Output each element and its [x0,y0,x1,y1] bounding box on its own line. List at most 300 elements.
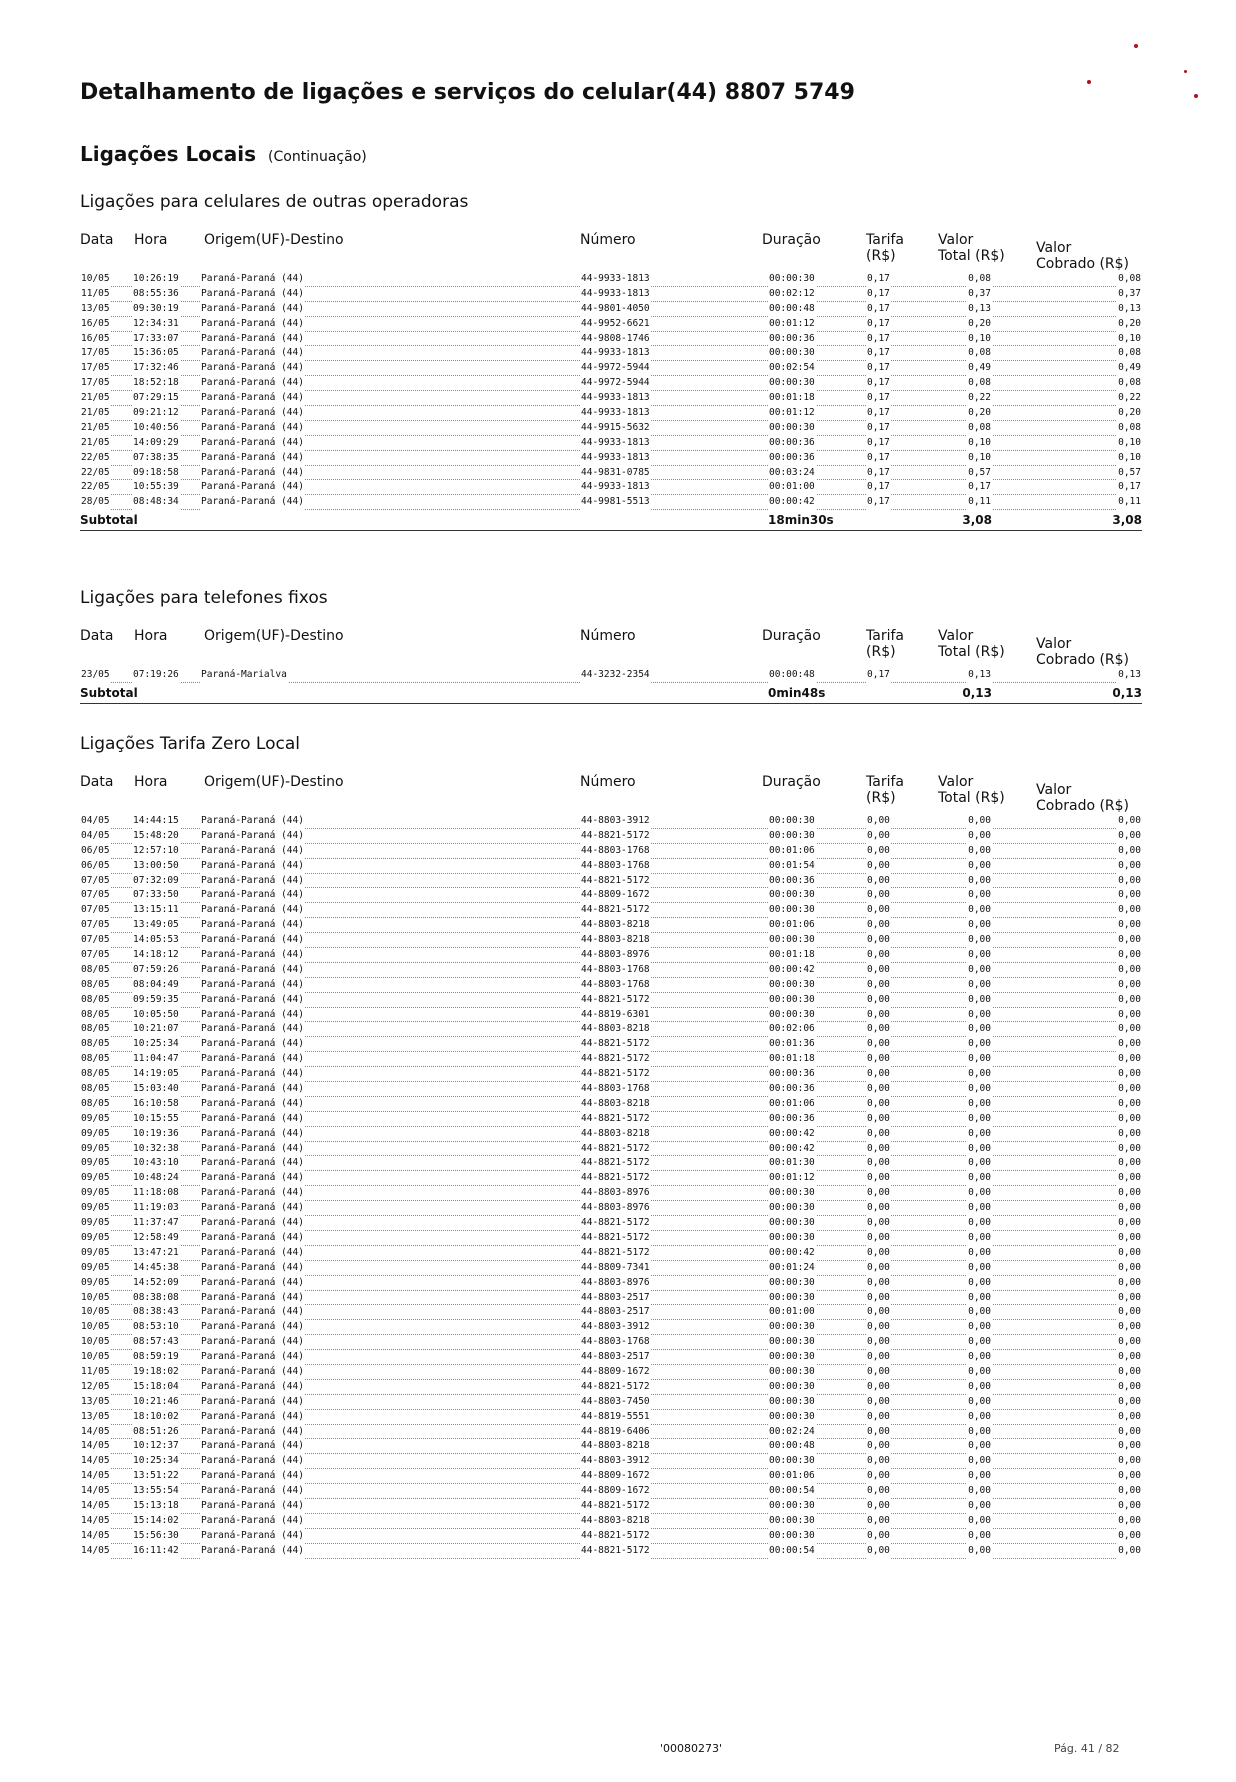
cell-valor-cobrado: 0,08 [1117,421,1142,436]
cell-hora: 16:11:42 [132,1544,180,1559]
cell-origem: Paraná-Paraná (44) [200,1469,305,1484]
table-row [80,287,1142,302]
cell-valor-cobrado: 0,00 [1117,1350,1142,1365]
header-valor-cobrado [1036,782,1129,814]
table-row [80,1439,1142,1454]
cell-valor-cobrado: 0,00 [1117,859,1142,874]
cell-duracao: 00:00:30 [768,814,816,829]
cell-duracao: 00:00:48 [768,668,816,683]
cell-hora: 10:55:39 [132,480,180,495]
cell-valor-cobrado: 0,00 [1117,963,1142,978]
cell-tarifa: 0,00 [866,978,891,993]
cell-tarifa: 0,00 [866,859,891,874]
cell-hora: 10:25:34 [132,1037,180,1052]
cell-numero: 44-8821-5172 [580,1231,651,1246]
cell-origem: Paraná-Paraná (44) [200,1127,305,1142]
header-valor-total [938,628,1005,660]
cell-duracao: 00:01:18 [768,1052,816,1067]
cell-valor-cobrado: 0,00 [1117,1008,1142,1023]
cell-hora: 14:45:38 [132,1261,180,1276]
cell-numero: 44-9933-1813 [580,480,651,495]
cell-origem: Paraná-Paraná (44) [200,814,305,829]
cell-data: 08/05 [80,1082,111,1097]
cell-tarifa: 0,00 [866,1529,891,1544]
cell-valor-cobrado: 0,00 [1117,1171,1142,1186]
table-row [80,1291,1142,1306]
table-row [80,1380,1142,1395]
cell-origem: Paraná-Paraná (44) [200,1410,305,1425]
cell-hora: 08:04:49 [132,978,180,993]
table-row [80,1022,1142,1037]
cell-data: 16/05 [80,332,111,347]
table-row [80,1365,1142,1380]
cell-numero: 44-8821-5172 [580,903,651,918]
cell-tarifa: 0,00 [866,948,891,963]
cell-duracao: 00:01:06 [768,918,816,933]
cell-duracao: 00:00:30 [768,376,816,391]
cell-valor-total: 0,20 [967,317,992,332]
cell-hora: 08:51:26 [132,1425,180,1440]
cell-data: 22/05 [80,480,111,495]
cell-numero: 44-8803-8218 [580,1127,651,1142]
cell-data: 09/05 [80,1201,111,1216]
cell-numero: 44-8821-5172 [580,1246,651,1261]
cell-valor-cobrado: 0,00 [1117,1499,1142,1514]
cell-valor-cobrado: 0,00 [1117,814,1142,829]
cell-hora: 14:18:12 [132,948,180,963]
cell-numero: 44-8803-3912 [580,1454,651,1469]
cell-valor-cobrado: 0,13 [1117,668,1142,683]
section-title [80,142,367,166]
cell-valor-cobrado: 0,00 [1117,1439,1142,1454]
header-valor-total [938,774,1005,806]
cell-valor-total: 0,00 [967,1365,992,1380]
cell-numero: 44-9972-5944 [580,376,651,391]
cell-valor-total: 0,00 [967,1291,992,1306]
subtotal-valor-cobrado: 3,08 [1112,513,1142,528]
group-title: Ligações Tarifa Zero Local [80,734,300,754]
cell-valor-cobrado: 0,00 [1117,1365,1142,1380]
cell-valor-total: 0,00 [967,1067,992,1082]
continuation-label: (Continuação) [268,149,367,165]
cell-data: 17/05 [80,346,111,361]
cell-duracao: 00:00:30 [768,978,816,993]
cell-origem: Paraná-Paraná (44) [200,859,305,874]
cell-origem: Paraná-Paraná (44) [200,948,305,963]
cell-valor-cobrado: 0,00 [1117,1335,1142,1350]
cell-numero: 44-8821-5172 [580,993,651,1008]
cell-numero: 44-8803-1768 [580,963,651,978]
cell-numero: 44-8803-1768 [580,1082,651,1097]
cell-hora: 10:32:38 [132,1142,180,1157]
cell-origem: Paraná-Paraná (44) [200,361,305,376]
cell-tarifa: 0,00 [866,993,891,1008]
cell-valor-cobrado: 0,00 [1117,993,1142,1008]
cell-numero: 44-8819-5551 [580,1410,651,1425]
cell-valor-cobrado: 0,00 [1117,1484,1142,1499]
cell-valor-cobrado: 0,00 [1117,1529,1142,1544]
cell-duracao: 00:00:42 [768,1142,816,1157]
cell-origem: Paraná-Paraná (44) [200,1529,305,1544]
cell-origem: Paraná-Paraná (44) [200,1171,305,1186]
cell-duracao: 00:00:48 [768,1439,816,1454]
subtotal-duracao: 0min48s [768,685,826,700]
cell-data: 12/05 [80,1380,111,1395]
cell-duracao: 00:00:30 [768,1380,816,1395]
cell-valor-cobrado: 0,00 [1117,1410,1142,1425]
cell-data: 08/05 [80,963,111,978]
cell-tarifa: 0,00 [866,918,891,933]
cell-duracao: 00:00:30 [768,1201,816,1216]
cell-valor-total: 0,00 [967,978,992,993]
table-row [80,1499,1142,1514]
cell-tarifa: 0,00 [866,1365,891,1380]
cell-valor-cobrado: 0,00 [1117,1425,1142,1440]
cell-valor-total: 0,00 [967,814,992,829]
cell-valor-total: 0,00 [967,1112,992,1127]
cell-duracao: 00:00:36 [768,436,816,451]
table-row [80,1335,1142,1350]
cell-duracao: 00:00:30 [768,1514,816,1529]
cell-hora: 09:18:58 [132,466,180,481]
cell-valor-total: 0,10 [967,436,992,451]
cell-numero: 44-8803-8218 [580,918,651,933]
cell-hora: 09:30:19 [132,302,180,317]
cell-hora: 11:04:47 [132,1052,180,1067]
cell-valor-cobrado: 0,37 [1117,287,1142,302]
cell-tarifa: 0,17 [866,317,891,332]
cell-numero: 44-8809-1672 [580,1469,651,1484]
cell-numero: 44-8803-2517 [580,1305,651,1320]
cell-origem: Paraná-Paraná (44) [200,918,305,933]
cell-hora: 08:57:43 [132,1335,180,1350]
header-valor-cobrado-line2: Cobrado (R$) [1036,798,1130,814]
cell-hora: 11:19:03 [132,1201,180,1216]
cell-data: 07/05 [80,948,111,963]
cell-numero: 44-8821-5172 [580,1052,651,1067]
cell-tarifa: 0,00 [866,1261,891,1276]
cell-duracao: 00:01:30 [768,1156,816,1171]
cell-data: 07/05 [80,888,111,903]
cell-data: 22/05 [80,466,111,481]
table-row [80,859,1142,874]
cell-valor-total: 0,00 [967,1395,992,1410]
cell-numero: 44-8803-1768 [580,1335,651,1350]
table-header [80,628,1142,668]
cell-origem: Paraná-Paraná (44) [200,272,305,287]
cell-origem: Paraná-Paraná (44) [200,421,305,436]
cell-numero: 44-8821-5172 [580,1112,651,1127]
cell-valor-cobrado: 0,00 [1117,888,1142,903]
cell-origem: Paraná-Paraná (44) [200,1484,305,1499]
cell-origem: Paraná-Paraná (44) [200,391,305,406]
cell-hora: 17:32:46 [132,361,180,376]
cell-origem: Paraná-Paraná (44) [200,993,305,1008]
cell-hora: 10:19:36 [132,1127,180,1142]
cell-valor-total: 0,11 [967,495,992,510]
cell-numero: 44-8803-2517 [580,1291,651,1306]
cell-valor-cobrado: 0,00 [1117,1305,1142,1320]
cell-valor-cobrado: 0,00 [1117,829,1142,844]
cell-data: 04/05 [80,829,111,844]
cell-numero: 44-9933-1813 [580,406,651,421]
cell-valor-cobrado: 0,00 [1117,1231,1142,1246]
cell-valor-total: 0,00 [967,1499,992,1514]
cell-duracao: 00:00:30 [768,1291,816,1306]
cell-duracao: 00:02:24 [768,1425,816,1440]
cell-valor-cobrado: 0,00 [1117,1052,1142,1067]
cell-data: 21/05 [80,391,111,406]
cell-valor-cobrado: 0,11 [1117,495,1142,510]
cell-numero: 44-9933-1813 [580,346,651,361]
cell-tarifa: 0,00 [866,903,891,918]
decorative-dot [1184,70,1187,73]
cell-numero: 44-8803-8218 [580,933,651,948]
cell-valor-total: 0,00 [967,1156,992,1171]
header-duracao: Duração [762,628,821,644]
cell-valor-total: 0,00 [967,888,992,903]
cell-valor-cobrado: 0,10 [1117,436,1142,451]
cell-numero: 44-8803-8218 [580,1022,651,1037]
cell-tarifa: 0,00 [866,1052,891,1067]
cell-data: 09/05 [80,1142,111,1157]
cell-valor-total: 0,08 [967,421,992,436]
cell-hora: 12:58:49 [132,1231,180,1246]
cell-tarifa: 0,00 [866,1246,891,1261]
cell-tarifa: 0,00 [866,1037,891,1052]
cell-numero: 44-8809-1672 [580,1365,651,1380]
cell-duracao: 00:00:30 [768,888,816,903]
cell-valor-total: 0,49 [967,361,992,376]
cell-hora: 15:56:30 [132,1529,180,1544]
cell-origem: Paraná-Paraná (44) [200,1276,305,1291]
cell-data: 14/05 [80,1469,111,1484]
cell-duracao: 00:00:30 [768,1186,816,1201]
cell-duracao: 00:00:36 [768,1067,816,1082]
table-row [80,1350,1142,1365]
cell-data: 23/05 [80,668,111,683]
cell-numero: 44-8821-5172 [580,1171,651,1186]
cell-duracao: 00:00:30 [768,1410,816,1425]
cell-numero: 44-8803-3912 [580,1320,651,1335]
table-row [80,451,1142,466]
cell-data: 16/05 [80,317,111,332]
cell-data: 04/05 [80,814,111,829]
cell-origem: Paraná-Paraná (44) [200,1246,305,1261]
cell-origem: Paraná-Paraná (44) [200,1439,305,1454]
cell-valor-cobrado: 0,49 [1117,361,1142,376]
cell-origem: Paraná-Paraná (44) [200,1425,305,1440]
cell-hora: 13:55:54 [132,1484,180,1499]
subtotal-valor-total: 0,13 [962,685,992,700]
subtotal-valor-cobrado: 0,13 [1112,685,1142,700]
cell-data: 17/05 [80,376,111,391]
cell-hora: 15:13:18 [132,1499,180,1514]
table-row [80,1395,1142,1410]
cell-hora: 10:05:50 [132,1008,180,1023]
cell-numero: 44-8819-6406 [580,1425,651,1440]
cell-tarifa: 0,00 [866,1142,891,1157]
header-numero: Número [580,232,636,248]
table-row [80,933,1142,948]
cell-origem: Paraná-Paraná (44) [200,1380,305,1395]
cell-hora: 13:49:05 [132,918,180,933]
header-hora: Hora [134,628,168,644]
table-row [80,436,1142,451]
table-row [80,1201,1142,1216]
cell-origem: Paraná-Paraná (44) [200,1022,305,1037]
cell-valor-cobrado: 0,20 [1117,317,1142,332]
cell-valor-total: 0,00 [967,1276,992,1291]
cell-tarifa: 0,17 [866,332,891,347]
cell-hora: 10:12:37 [132,1439,180,1454]
table-row [80,1454,1142,1469]
table-row [80,1008,1142,1023]
cell-valor-cobrado: 0,00 [1117,1514,1142,1529]
cell-valor-total: 0,37 [967,287,992,302]
header-valor-total-line1: Valor [938,232,974,248]
cell-valor-total: 0,00 [967,844,992,859]
cell-data: 14/05 [80,1439,111,1454]
cell-duracao: 00:00:30 [768,829,816,844]
cell-numero: 44-8803-8976 [580,1276,651,1291]
cell-tarifa: 0,00 [866,1350,891,1365]
cell-tarifa: 0,00 [866,1112,891,1127]
cell-valor-cobrado: 0,22 [1117,391,1142,406]
cell-data: 10/05 [80,1305,111,1320]
cell-tarifa: 0,17 [866,406,891,421]
cell-valor-cobrado: 0,00 [1117,1082,1142,1097]
decorative-dot [1134,44,1138,48]
cell-numero: 44-8821-5172 [580,1529,651,1544]
cell-data: 09/05 [80,1156,111,1171]
table-row [80,978,1142,993]
cell-valor-cobrado: 0,00 [1117,1544,1142,1559]
cell-duracao: 00:01:06 [768,1469,816,1484]
cell-origem: Paraná-Paraná (44) [200,1544,305,1559]
cell-duracao: 00:00:54 [768,1484,816,1499]
cell-origem: Paraná-Paraná (44) [200,978,305,993]
header-tarifa-line2: (R$) [866,248,896,264]
cell-valor-total: 0,00 [967,1142,992,1157]
cell-origem: Paraná-Paraná (44) [200,1335,305,1350]
cell-valor-cobrado: 0,13 [1117,302,1142,317]
table-row [80,963,1142,978]
subtotal-row [80,683,1142,704]
table-row [80,918,1142,933]
cell-tarifa: 0,00 [866,963,891,978]
cell-valor-total: 0,00 [967,1439,992,1454]
cell-duracao: 00:00:36 [768,874,816,889]
cell-data: 21/05 [80,421,111,436]
table-row [80,1112,1142,1127]
cell-origem: Paraná-Paraná (44) [200,1454,305,1469]
cell-tarifa: 0,17 [866,361,891,376]
section-title-text: Ligações Locais [80,142,257,166]
cell-duracao: 00:00:42 [768,495,816,510]
cell-duracao: 00:02:12 [768,287,816,302]
cell-hora: 18:10:02 [132,1410,180,1425]
header-duracao: Duração [762,232,821,248]
table-row [80,1156,1142,1171]
cell-numero: 44-9915-5632 [580,421,651,436]
cell-valor-cobrado: 0,00 [1117,918,1142,933]
group-title: Ligações para celulares de outras operadoras [80,192,469,212]
cell-duracao: 00:00:42 [768,963,816,978]
cell-hora: 12:57:10 [132,844,180,859]
cell-valor-total: 0,00 [967,1201,992,1216]
cell-duracao: 00:00:36 [768,1112,816,1127]
decorative-dot [1194,94,1198,98]
cell-hora: 09:21:12 [132,406,180,421]
header-numero: Número [580,628,636,644]
cell-hora: 15:14:02 [132,1514,180,1529]
cell-valor-total: 0,00 [967,1410,992,1425]
cell-valor-total: 0,00 [967,1261,992,1276]
cell-valor-cobrado: 0,00 [1117,948,1142,963]
cell-numero: 44-8821-5172 [580,1544,651,1559]
cell-valor-total: 0,10 [967,451,992,466]
cell-duracao: 00:00:30 [768,1365,816,1380]
cell-origem: Paraná-Paraná (44) [200,1037,305,1052]
cell-valor-cobrado: 0,08 [1117,272,1142,287]
cell-numero: 44-8821-5172 [580,1142,651,1157]
cell-tarifa: 0,17 [866,287,891,302]
cell-origem: Paraná-Paraná (44) [200,1186,305,1201]
cell-hora: 18:52:18 [132,376,180,391]
header-hora: Hora [134,774,168,790]
cell-duracao: 00:00:30 [768,903,816,918]
cell-valor-total: 0,13 [967,668,992,683]
cell-hora: 08:38:43 [132,1305,180,1320]
cell-tarifa: 0,17 [866,451,891,466]
header-valor-total-line1: Valor [938,774,974,790]
cell-origem: Paraná-Paraná (44) [200,466,305,481]
header-data: Data [80,774,114,790]
cell-data: 09/05 [80,1276,111,1291]
cell-valor-cobrado: 0,17 [1117,480,1142,495]
cell-tarifa: 0,00 [866,1469,891,1484]
cell-hora: 19:18:02 [132,1365,180,1380]
table-row [80,391,1142,406]
cell-duracao: 00:00:42 [768,1127,816,1142]
table-row [80,1276,1142,1291]
cell-tarifa: 0,17 [866,436,891,451]
cell-numero: 44-8803-7450 [580,1395,651,1410]
table-header [80,232,1142,272]
cell-hora: 14:09:29 [132,436,180,451]
cell-origem: Paraná-Paraná (44) [200,480,305,495]
cell-duracao: 00:00:36 [768,1082,816,1097]
table-row [80,1544,1142,1559]
cell-valor-cobrado: 0,00 [1117,1142,1142,1157]
header-tarifa-line1: Tarifa [866,774,904,790]
cell-data: 08/05 [80,1022,111,1037]
header-valor-total-line2: Total (R$) [938,248,1005,264]
cell-origem: Paraná-Paraná (44) [200,346,305,361]
cell-valor-cobrado: 0,20 [1117,406,1142,421]
cell-tarifa: 0,00 [866,1454,891,1469]
cell-data: 21/05 [80,436,111,451]
cell-valor-cobrado: 0,10 [1117,332,1142,347]
cell-valor-cobrado: 0,00 [1117,1201,1142,1216]
cell-numero: 44-8803-8976 [580,948,651,963]
cell-duracao: 00:00:48 [768,302,816,317]
cell-duracao: 00:01:12 [768,406,816,421]
cell-data: 09/05 [80,1127,111,1142]
cell-origem: Paraná-Paraná (44) [200,332,305,347]
table-row [80,317,1142,332]
